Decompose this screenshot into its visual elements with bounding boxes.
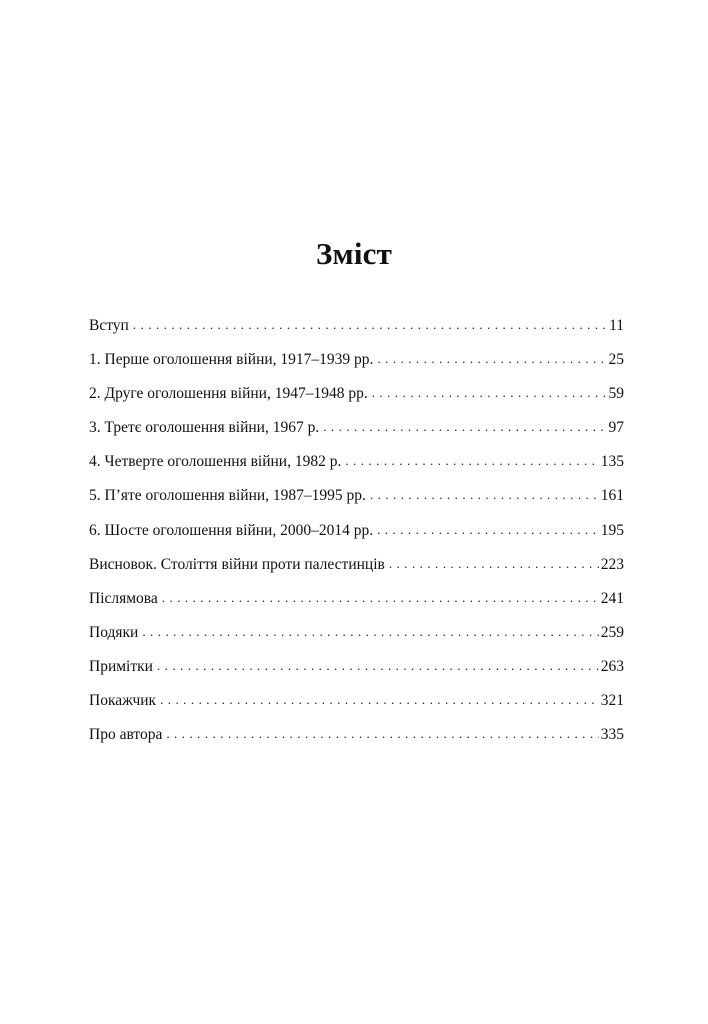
dot-leader [160, 684, 599, 717]
toc-entry[interactable] [89, 411, 624, 445]
toc-entry-page-number: 97 [608, 419, 624, 437]
dot-leader [142, 616, 598, 649]
toc-entry-page-number: 321 [600, 692, 624, 710]
toc-entry-label: Покажчик [89, 692, 157, 710]
dot-leader [389, 548, 599, 581]
toc-entry[interactable] [89, 479, 624, 513]
toc-entry[interactable] [89, 650, 624, 684]
toc-entry-label: Подяки [89, 623, 139, 641]
toc-entry[interactable] [89, 718, 624, 752]
toc-entry[interactable] [89, 343, 624, 377]
dot-leader [166, 718, 598, 751]
toc-entry[interactable] [89, 377, 624, 411]
toc-entry-label: Примітки [89, 657, 153, 675]
toc-entry-page-number: 161 [600, 487, 624, 505]
toc-entry-label: Післямова [89, 589, 158, 607]
toc-entry[interactable] [89, 445, 624, 479]
toc-entry-page-number: 25 [608, 351, 624, 369]
toc-entry-label: 4. Четверте оголошення війни, 1982 р. [89, 453, 342, 471]
toc-entry[interactable] [89, 548, 624, 582]
dot-leader [370, 479, 599, 512]
toc-entry-label: 5. П’яте оголошення війни, 1987–1995 рр. [89, 487, 366, 505]
toc-entry[interactable] [89, 514, 624, 548]
toc-entry-label: Про автора [89, 726, 163, 744]
toc-entry[interactable] [89, 309, 624, 343]
dot-leader [133, 309, 607, 342]
toc-entry-page-number: 11 [609, 317, 624, 334]
toc-entry-page-number: 263 [600, 657, 624, 675]
toc-entry[interactable] [89, 582, 624, 616]
page-title: Зміст [315, 235, 393, 271]
dot-leader [345, 445, 598, 478]
toc-entry-page-number: 335 [600, 726, 624, 744]
toc-entry-page-number: 59 [608, 385, 624, 403]
toc-entry[interactable] [89, 616, 624, 650]
toc-entry-page-number: 259 [600, 623, 624, 641]
toc-entry-label: 1. Перше оголошення війни, 1917–1939 рр. [89, 351, 374, 369]
dot-leader [377, 514, 599, 547]
dot-leader [377, 343, 606, 376]
toc-entry-label: 6. Шосте оголошення війни, 2000–2014 рр. [89, 521, 374, 539]
toc-entry-page-number: 223 [600, 555, 624, 573]
toc-entry-page-number: 135 [600, 453, 624, 471]
toc-entry-page-number: 241 [600, 589, 624, 607]
toc-entry-label: Висновок. Століття війни проти палестинців [89, 555, 385, 573]
table-of-contents [89, 309, 624, 752]
toc-entry-label: 2. Друге оголошення війни, 1947–1948 рр. [89, 385, 368, 403]
toc-entry[interactable] [89, 684, 624, 718]
dot-leader [157, 650, 599, 683]
toc-entry-page-number: 195 [600, 521, 624, 539]
dot-leader [372, 377, 607, 410]
toc-entry-label: Вступ [89, 317, 129, 334]
toc-entry-label: 3. Третє оголошення війни, 1967 р. [89, 419, 320, 437]
dot-leader [162, 582, 599, 615]
dot-leader [323, 411, 606, 444]
